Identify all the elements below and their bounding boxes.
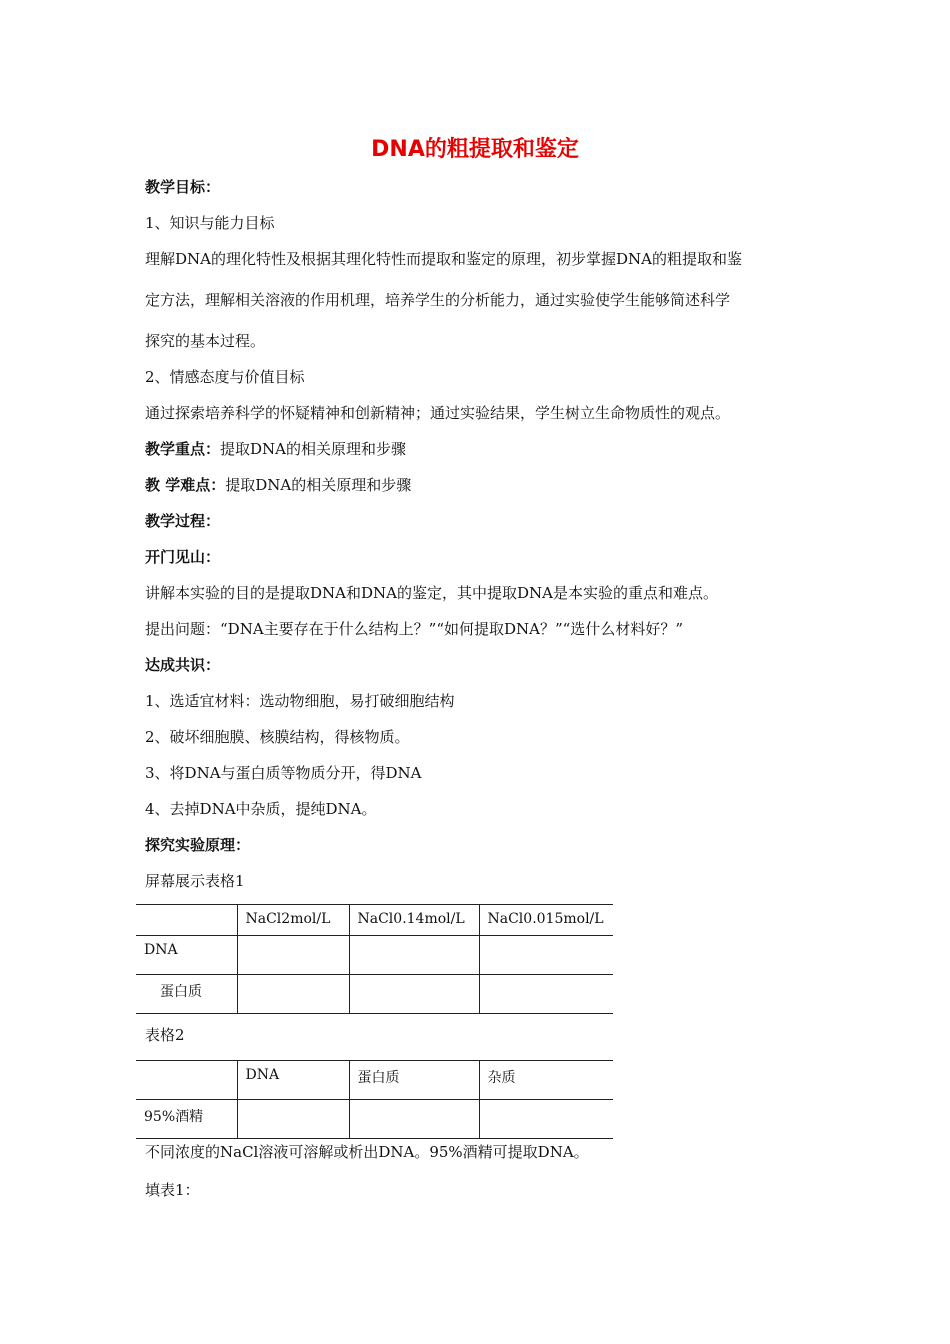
table-cell [349,975,479,1014]
table-1-caption: 屏幕展示表格1 [145,872,245,890]
table-row [136,1100,613,1139]
objective-1-text-line: 定方法，理解相关溶液的作用机理，培养学生的分析能力，通过实验使学生能够简述科学 [145,291,731,309]
table-header-cell: NaCl2mol/L [237,905,349,936]
table-2 [136,1060,613,1139]
opening-text-line: 讲解本实验的目的是提取DNA和DNA的鉴定，其中提取DNA是本实验的重点和难点。 [145,584,718,602]
objective-1-heading: 1、知识与能力目标 [145,214,275,232]
consensus-heading: 达成共识： [145,656,221,674]
process-heading: 教学过程： [145,512,221,530]
table-cell [237,975,349,1014]
objective-2-heading: 2、情感态度与价值目标 [145,368,305,386]
consensus-item: 3、将DNA与蛋白质等物质分开，得DNA [145,764,422,782]
table-cell [479,1100,613,1139]
table-header-cell: 杂质 [479,1061,613,1100]
fill-table-label: 填表1： [145,1181,200,1199]
principle-heading: 探究实验原理： [145,836,251,854]
consensus-item: 4、去掉DNA中杂质，提纯DNA。 [145,800,377,818]
opening-heading: 开门见山： [145,548,221,566]
table-2-caption: 表格2 [145,1026,185,1044]
table-header-cell: NaCl0.015mol/L [479,905,613,936]
objective-1-text-line: 探究的基本过程。 [145,332,266,350]
table-header-cell: 蛋白质 [349,1061,479,1100]
table-cell [136,1061,237,1100]
key-point-text: 提取DNA的相关原理和步骤 [220,440,407,458]
key-point-line [145,438,825,460]
table-cell [349,936,479,975]
table-cell [237,1100,349,1139]
table-1 [136,904,613,1014]
table-cell [479,936,613,975]
table-cell [136,905,237,936]
table-row-label: 蛋白质 [136,975,237,1014]
table-row-label: 95%酒精 [136,1100,237,1139]
table-header-cell: NaCl0.14mol/L [349,905,479,936]
table-row [136,975,613,1014]
difficulty-label: 教 学难点： [145,476,226,494]
key-point-label: 教学重点： [145,440,221,458]
table-row [136,1061,613,1100]
table-header-cell: DNA [237,1061,349,1100]
consensus-item: 2、破坏细胞膜、核膜结构，得核物质。 [145,728,410,746]
objectives-heading: 教学目标： [145,178,221,196]
document-title: DNA的粗提取和鉴定 [371,137,579,162]
table-cell [479,975,613,1014]
table-cell [237,936,349,975]
table-row [136,936,613,975]
objective-2-text: 通过探索培养科学的怀疑精神和创新精神；通过实验结果，学生树立生命物质性的观点。 [145,404,731,422]
difficulty-text: 提取DNA的相关原理和步骤 [225,476,412,494]
table-cell [349,1100,479,1139]
objective-1-text-line: 理解DNA的理化特性及根据其理化特性而提取和鉴定的原理，初步掌握DNA的粗提取和鉴 [145,250,742,268]
table-row-label: DNA [136,936,237,975]
consensus-item: 1、选适宜材料：选动物细胞，易打破细胞结构 [145,692,455,710]
opening-text-line: 提出问题：“DNA主要存在于什么结构上？”“如何提取DNA？”“选什么材料好？” [145,620,683,638]
table-row [136,905,613,936]
difficulty-line [145,474,825,496]
conclusion-text: 不同浓度的NaCl溶液可溶解或析出DNA。95%酒精可提取DNA。 [145,1143,589,1161]
